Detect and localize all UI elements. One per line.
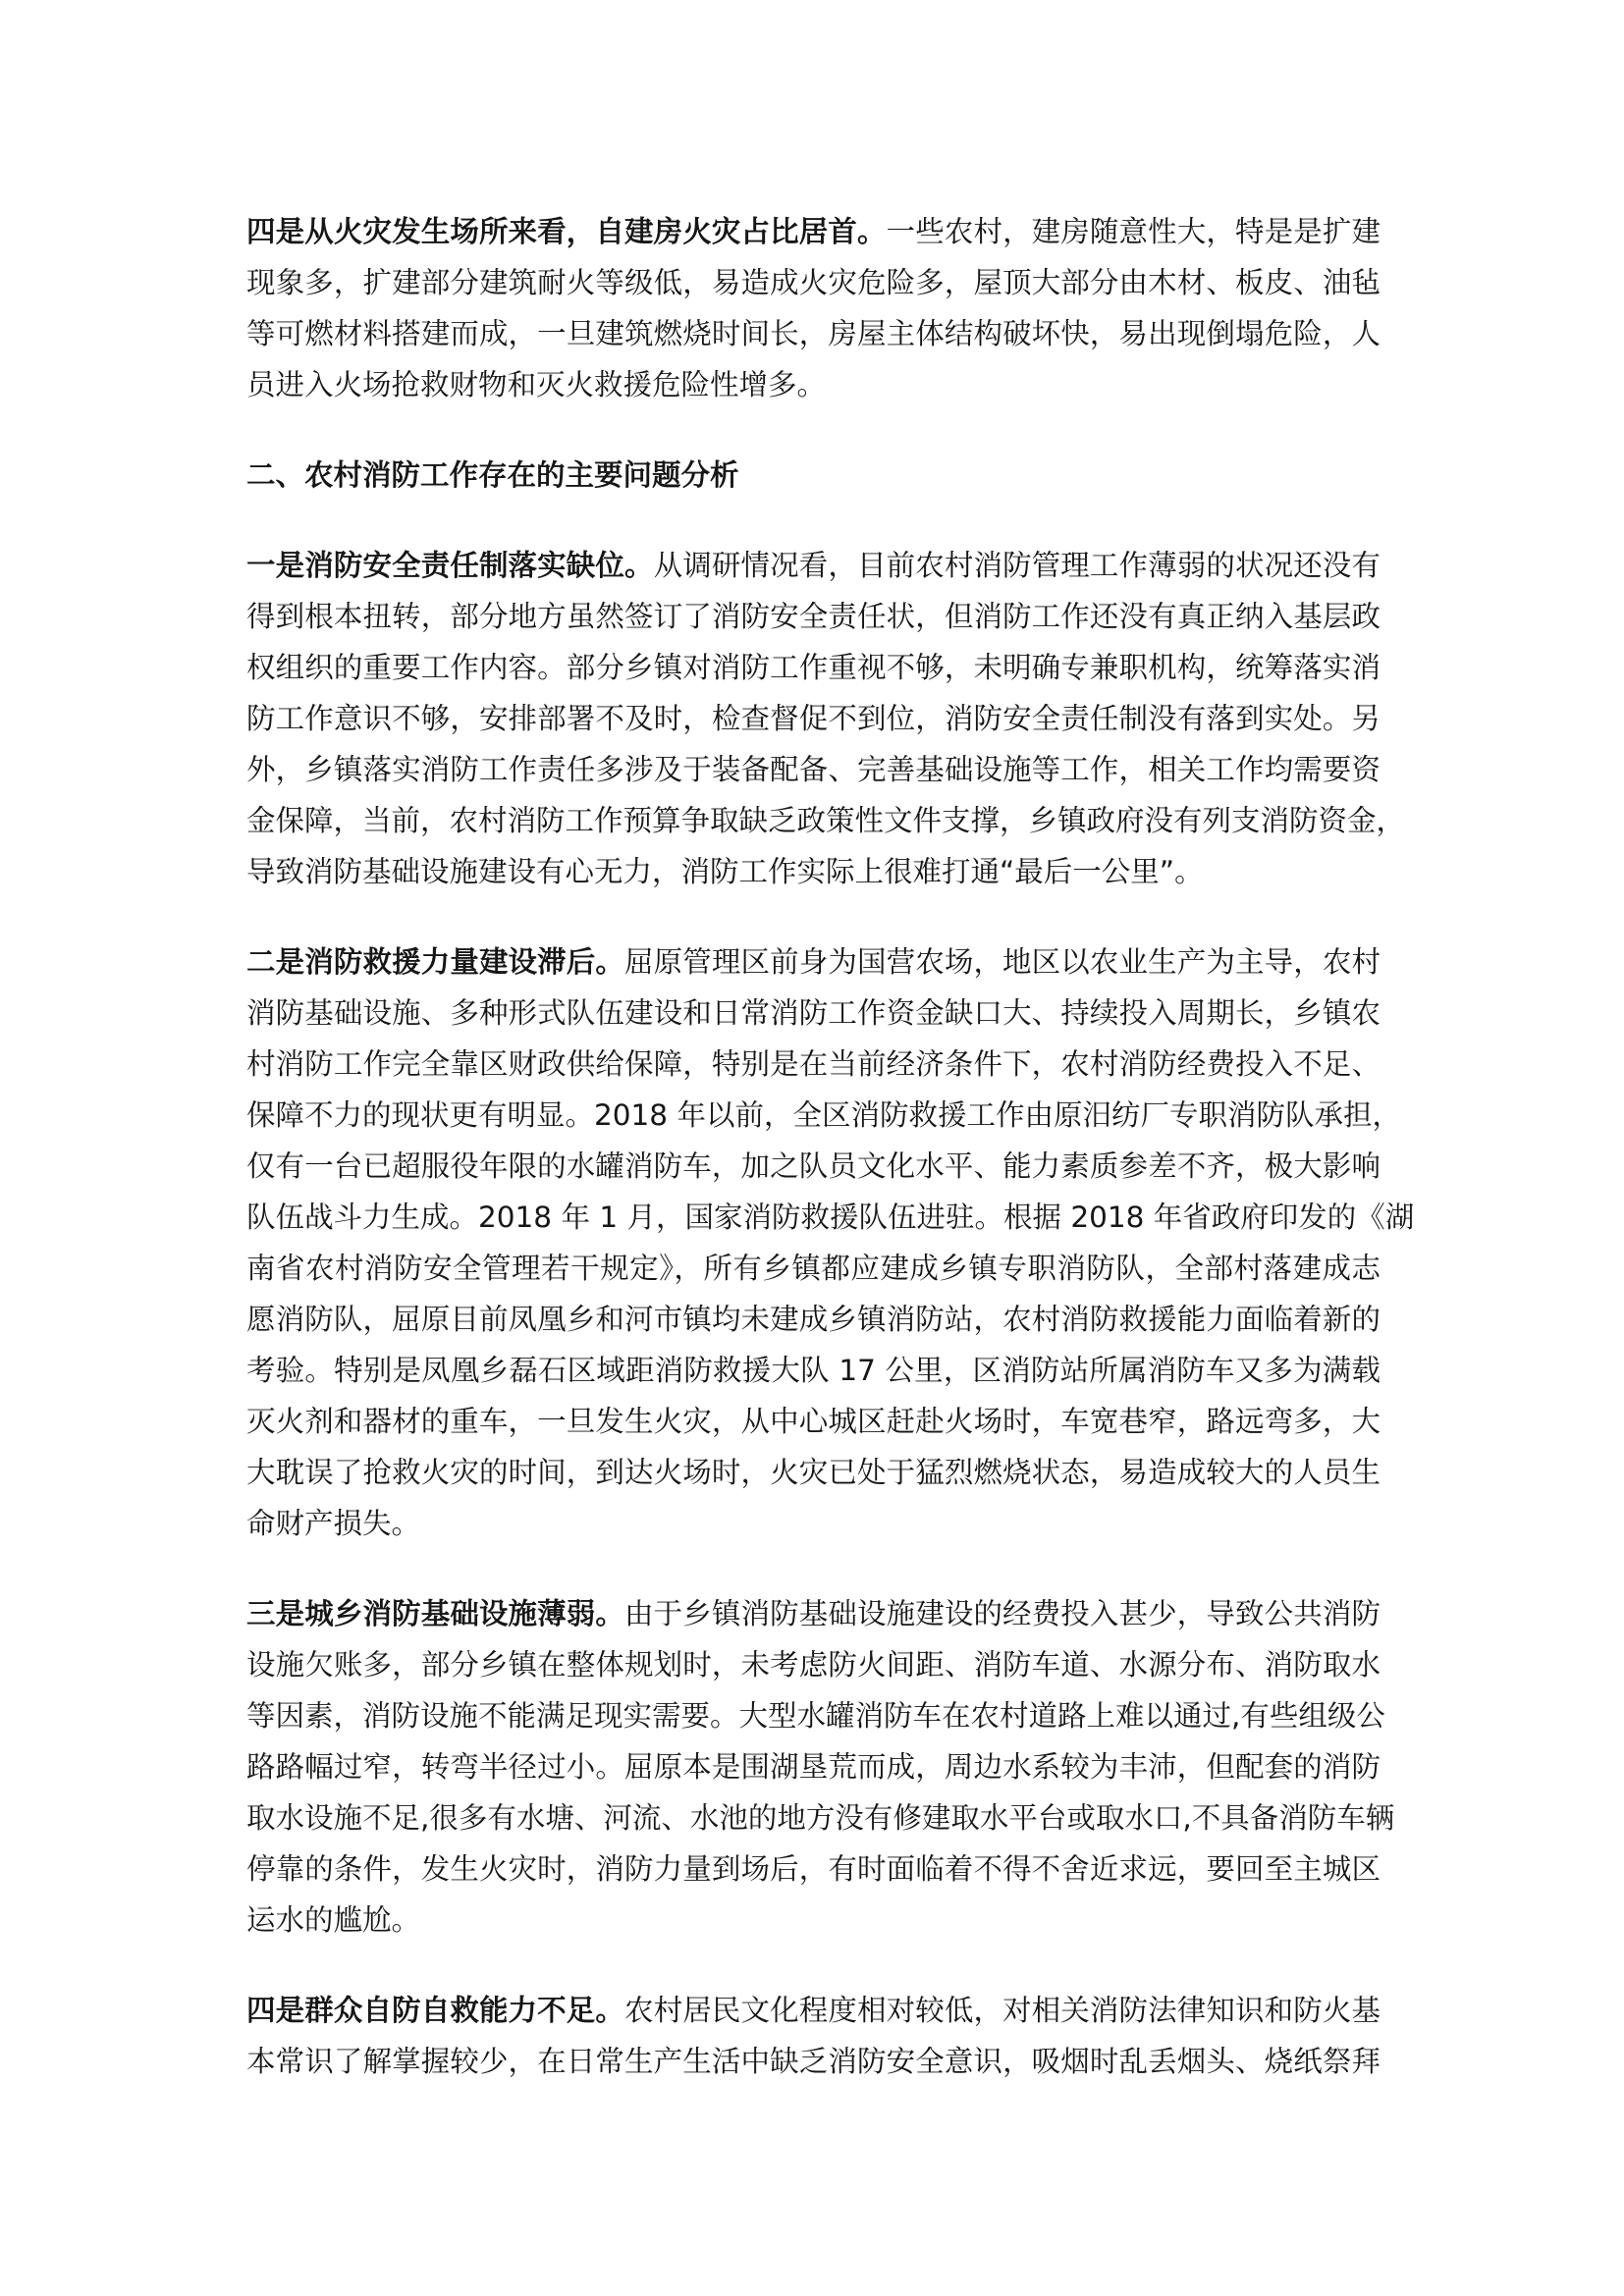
paragraph: [246, 1985, 1380, 2087]
paragraph-line: [246, 540, 1380, 591]
line-text: 等可燃材料搭建而成，一旦建筑燃烧时间长，房屋主体结构破坏快，易出现倒塌危险，人: [246, 317, 1380, 350]
paragraph: [246, 206, 1380, 410]
line-text: 灭火剂和器材的重车，一旦发生火灾，从中心城区赶赴火场时，车宽巷窄，路远弯多，大: [246, 1405, 1380, 1438]
paragraph-line: [246, 359, 1380, 410]
paragraph-line: [246, 795, 1406, 846]
paragraph-line: [246, 1741, 1380, 1792]
line-text: 权组织的重要工作内容。部分乡镇对消防工作重视不够，未明确专兼职机构，统筹落实消: [246, 651, 1380, 684]
paragraph-line: [246, 1294, 1380, 1345]
paragraph: [246, 936, 1415, 1549]
line-text: 愿消防队，屈原目前凤凰乡和河市镇均未建成乡镇消防站，农村消防救援能力面临着新的: [246, 1303, 1380, 1336]
paragraph-line: [246, 1090, 1401, 1141]
line-text: 保障不力的现状更有明显。2018 年以前，全区消防救援工作由原汨纺厂专职消防队承担，: [246, 1098, 1401, 1132]
line-text: 设施欠账多，部分乡镇在整体规划时，未考虑防火间距、消防车道、水源分布、消防取水: [246, 1648, 1380, 1682]
paragraph-line: [246, 206, 1380, 257]
line-text: 停靠的条件，发生火灾时，消防力量到场后，有时面临着不得不舍近求远，要回至主城区: [246, 1852, 1380, 1886]
line-text: 路路幅过窄，转弯半径过小。屈原本是围湖垦荒而成，周边水系较为丰沛，但配套的消防: [246, 1750, 1380, 1784]
line-text: 金保障，当前，农村消防工作预算争取缺乏政策性文件支撑，乡镇政府没有列支消防资金，: [246, 804, 1406, 837]
line-text: 取水设施不足,很多有水塘、河流、水池的地方没有修建取水平台或取水口,不具备消防车辆: [246, 1801, 1395, 1835]
paragraph-line: [246, 1792, 1395, 1843]
line-text: 得到根本扭转，部分地方虽然签订了消防安全责任状，但消防工作还没有真正纳入基层政: [246, 600, 1380, 633]
paragraph-line: [246, 1588, 1380, 1639]
line-text: 考验。特别是凤凰乡磊石区域距消防救援大队 17 公里，区消防站所属消防车又多为满载: [246, 1354, 1380, 1387]
line-text: 大耽误了抢救火灾的时间，到达火场时，火灾已处于猛烈燃烧状态，易造成较大的人员生: [246, 1456, 1380, 1489]
paragraph-line: [246, 744, 1380, 795]
paragraph-line: [246, 936, 1380, 988]
paragraph-lead-sentence: 四是从火灾发生场所来看，自建房火灾占比居首。: [246, 215, 887, 248]
paragraph-lead-sentence: 一是消防安全责任制落实缺位。: [246, 549, 654, 582]
line-text: 由于乡镇消防基础设施建设的经费投入甚少，导致公共消防: [624, 1597, 1380, 1630]
paragraph-line: [246, 1895, 1380, 1946]
paragraph-lead-sentence: 三是城乡消防基础设施薄弱。: [246, 1597, 625, 1630]
line-text: 导致消防基础设施建设有心无力，消防工作实际上很难打通“最后一公里”。: [246, 855, 1204, 888]
paragraph-line: [246, 642, 1380, 693]
paragraph-line: [246, 1192, 1415, 1243]
paragraph-lead-sentence: 二是消防救援力量建设滞后。: [246, 945, 625, 979]
paragraph-line: [246, 2036, 1380, 2087]
line-text: 屈原管理区前身为国营农场，地区以农业生产为主导，农村: [624, 945, 1380, 979]
line-text: 外，乡镇落实消防工作责任多涉及于装备配备、完善基础设施等工作，相关工作均需要资: [246, 753, 1380, 786]
paragraph-line: [246, 1039, 1380, 1090]
line-text: 南省农村消防安全管理若干规定》，所有乡镇都应建成乡镇专职消防队，全部村落建成志: [246, 1252, 1380, 1285]
line-text: 农村居民文化程度相对较低，对相关消防法律知识和防火基: [624, 1994, 1380, 2027]
line-text: 本常识了解掌握较少，在日常生产生活中缺乏消防安全意识，吸烟时乱丢烟头、烧纸祭拜: [246, 2045, 1380, 2078]
paragraph-line: [246, 1141, 1380, 1192]
paragraph-line: [246, 988, 1380, 1039]
line-text: 队伍战斗力生成。2018 年 1 月，国家消防救援队伍进驻。根据 2018 年省政府印发的《湖: [246, 1201, 1415, 1234]
paragraph-line: [246, 1396, 1380, 1447]
paragraph: [246, 1588, 1395, 1946]
line-text: 村消防工作完全靠区财政供给保障，特别是在当前经济条件下，农村消防经费投入不足、: [246, 1047, 1380, 1081]
line-text: 等因素，消防设施不能满足现实需要。大型水罐消防车在农村道路上难以通过,有些组级公: [246, 1699, 1385, 1733]
paragraph-line: [246, 257, 1380, 308]
paragraph: [246, 540, 1406, 897]
paragraph-line: [246, 1639, 1380, 1690]
paragraph-line: [246, 1345, 1380, 1396]
paragraph-line: [246, 1843, 1380, 1895]
paragraph-line: [246, 1447, 1380, 1498]
paragraph-line: [246, 308, 1380, 359]
line-text: 命财产损失。: [246, 1507, 421, 1540]
line-text: 从调研情况看，目前农村消防管理工作薄弱的状况还没有: [653, 549, 1380, 582]
paragraph-line: [246, 591, 1380, 642]
paragraph-line: [246, 1985, 1380, 2036]
line-text: 消防基础设施、多种形式队伍建设和日常消防工作资金缺口大、持续投入周期长，乡镇农: [246, 996, 1380, 1030]
line-text: 现象多，扩建部分建筑耐火等级低，易造成火灾危险多，屋顶大部分由木材、板皮、油毡: [246, 266, 1380, 299]
line-text: 员进入火场抢救财物和灭火救援危险性增多。: [246, 368, 827, 401]
line-text: 仅有一台已超服役年限的水罐消防车，加之队员文化水平、能力素质参差不齐，极大影响: [246, 1149, 1380, 1183]
line-text: 运水的尴尬。: [246, 1903, 421, 1937]
paragraph-line: [246, 846, 1380, 897]
paragraph-line: [246, 1243, 1380, 1294]
paragraph-line: [246, 1690, 1385, 1741]
paragraph-lead-sentence: 四是群众自防自救能力不足。: [246, 1994, 625, 2027]
line-text: 一些农村，建房随意性大，特是是扩建: [886, 215, 1380, 248]
paragraph-line: [246, 1498, 1380, 1549]
line-text: 防工作意识不够，安排部署不及时，检查督促不到位，消防安全责任制没有落到实处。另: [246, 702, 1380, 735]
document-page: [246, 206, 1415, 2126]
paragraph-line: [246, 693, 1380, 744]
section-heading: 二、农村消防工作存在的主要问题分析: [246, 458, 739, 492]
